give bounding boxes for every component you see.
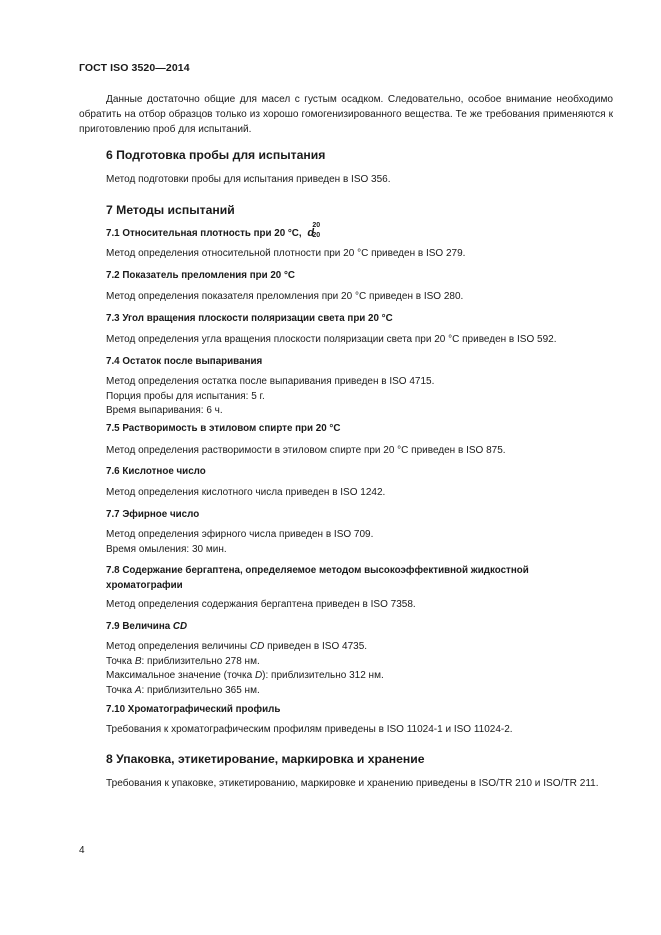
subsection-7-1-text: Метод определения относительной плотности при 20 °С приведен в ISO 279. <box>106 248 466 259</box>
subsection-7-8-title-line-1: 7.8 Содержание бергаптена, определяемое методом высокоэффективной жидкостной <box>106 565 529 576</box>
subsection-7-9-text <box>106 640 384 699</box>
subsection-7-1-heading <box>106 222 321 239</box>
relative-density-symbol <box>304 222 321 239</box>
line-2-prefix: Точка <box>106 655 135 667</box>
intro-paragraph <box>79 92 613 137</box>
density-subscript: 20 <box>312 232 321 239</box>
subsection-7-7-line-1: Метод определения эфирного числа приведен в ISO 709. <box>106 529 374 540</box>
intro-text: Данные достаточно общие для масел с густым осадком. Следовательно, особое внимание необходимо обратить на отбор образцов только из хорошо гомогенизированного вещества. Те же требования применяются к приготовлению проб для испытаний. <box>79 94 613 135</box>
subsection-7-5-text: Метод определения растворимости в этиловом спирте при 20 °С приведен в ISO 875. <box>106 445 506 456</box>
subsection-7-6-heading: 7.6 Кислотное число <box>106 466 206 477</box>
subsection-7-4-heading: 7.4 Остаток после выпаривания <box>106 356 263 367</box>
line-1-prefix: Метод определения величины <box>106 641 250 652</box>
line-3-prefix: Максимальное значение (точка <box>106 670 255 682</box>
point-b: B <box>134 655 142 667</box>
section-8-paragraph <box>79 776 613 791</box>
density-symbol-d: d <box>307 227 315 239</box>
subsection-7-10-heading: 7.10 Хроматографический профиль <box>106 704 281 715</box>
point-a: A <box>134 685 142 697</box>
subsection-7-2-text: Метод определения показателя преломления при 20 °С приведен в ISO 280. <box>106 291 464 302</box>
subsection-7-7-heading: 7.7 Эфирное число <box>106 509 200 520</box>
subsection-7-9-line-2 <box>106 655 384 670</box>
point-d: D <box>254 670 263 682</box>
page-number: 4 <box>79 845 85 856</box>
subsection-7-10-text: Требования к хроматографическим профилям приведены в ISO 11024-1 и ISO 11024-2. <box>106 724 513 735</box>
line-4-prefix: Точка <box>106 685 135 697</box>
subsection-7-4-line-2: Порция пробы для испытания: 5 г. <box>106 390 265 402</box>
subsection-7-9-line-4 <box>106 684 384 699</box>
subsection-7-4-line-1: Метод определения остатка после выпаривания приведен в ISO 4715. <box>106 376 435 387</box>
subsection-7-8-heading <box>106 564 529 593</box>
subsection-7-2-heading: 7.2 Показатель преломления при 20 °С <box>106 270 295 281</box>
section-6-text: Метод подготовки пробы для испытания приведен в ISO 356. <box>106 174 391 185</box>
subsection-7-4-line-3: Время выпаривания: 6 ч. <box>106 405 223 417</box>
line-3-suffix: ): приблизительно 312 нм. <box>262 670 384 682</box>
line-2-suffix: : приблизительно 278 нм. <box>141 655 260 667</box>
subsection-7-9-title: 7.9 Величина <box>106 621 173 632</box>
section-8-text: Требования к упаковке, этикетированию, маркировке и хранению приведены в ISO/TR 210 и ISO/TR 211. <box>106 778 599 789</box>
subsection-7-6-text: Метод определения кислотного числа приведен в ISO 1242. <box>106 487 386 498</box>
line-1-cd: CD <box>249 641 265 652</box>
density-superscript: 20 <box>312 222 321 229</box>
subsection-7-8-title-line-2: хроматографии <box>106 579 183 591</box>
document-header: ГОСТ ISO 3520—2014 <box>79 62 190 74</box>
line-1-suffix: приведен в ISO 4735. <box>264 641 368 652</box>
cd-symbol: CD <box>172 621 188 632</box>
subsection-7-3-heading: 7.3 Угол вращения плоскости поляризации света при 20 °С <box>106 313 393 324</box>
subsection-7-3-text: Метод определения угла вращения плоскости поляризации света при 20 °С приведен в ISO 592. <box>106 334 557 345</box>
subsection-7-8-text: Метод определения содержания бергаптена приведен в ISO 7358. <box>106 599 416 610</box>
subsection-7-7-line-2: Время омыления: 30 мин. <box>106 543 227 555</box>
subsection-7-1-title: 7.1 Относительная плотность при 20 °С, <box>106 228 302 239</box>
section-8-heading: 8 Упаковка, этикетирование, маркировка и хранение <box>106 752 425 766</box>
subsection-7-7-text <box>106 528 373 557</box>
section-6-heading: 6 Подготовка пробы для испытания <box>106 148 326 162</box>
subsection-7-4-text <box>106 375 434 419</box>
subsection-7-9-heading <box>106 621 187 632</box>
subsection-7-9-line-3 <box>106 669 384 684</box>
section-7-heading: 7 Методы испытаний <box>106 203 235 217</box>
line-4-suffix: : приблизительно 365 нм. <box>141 685 260 697</box>
subsection-7-9-line-1 <box>106 640 384 655</box>
subsection-7-5-heading: 7.5 Растворимость в этиловом спирте при 20 °С <box>106 423 341 434</box>
